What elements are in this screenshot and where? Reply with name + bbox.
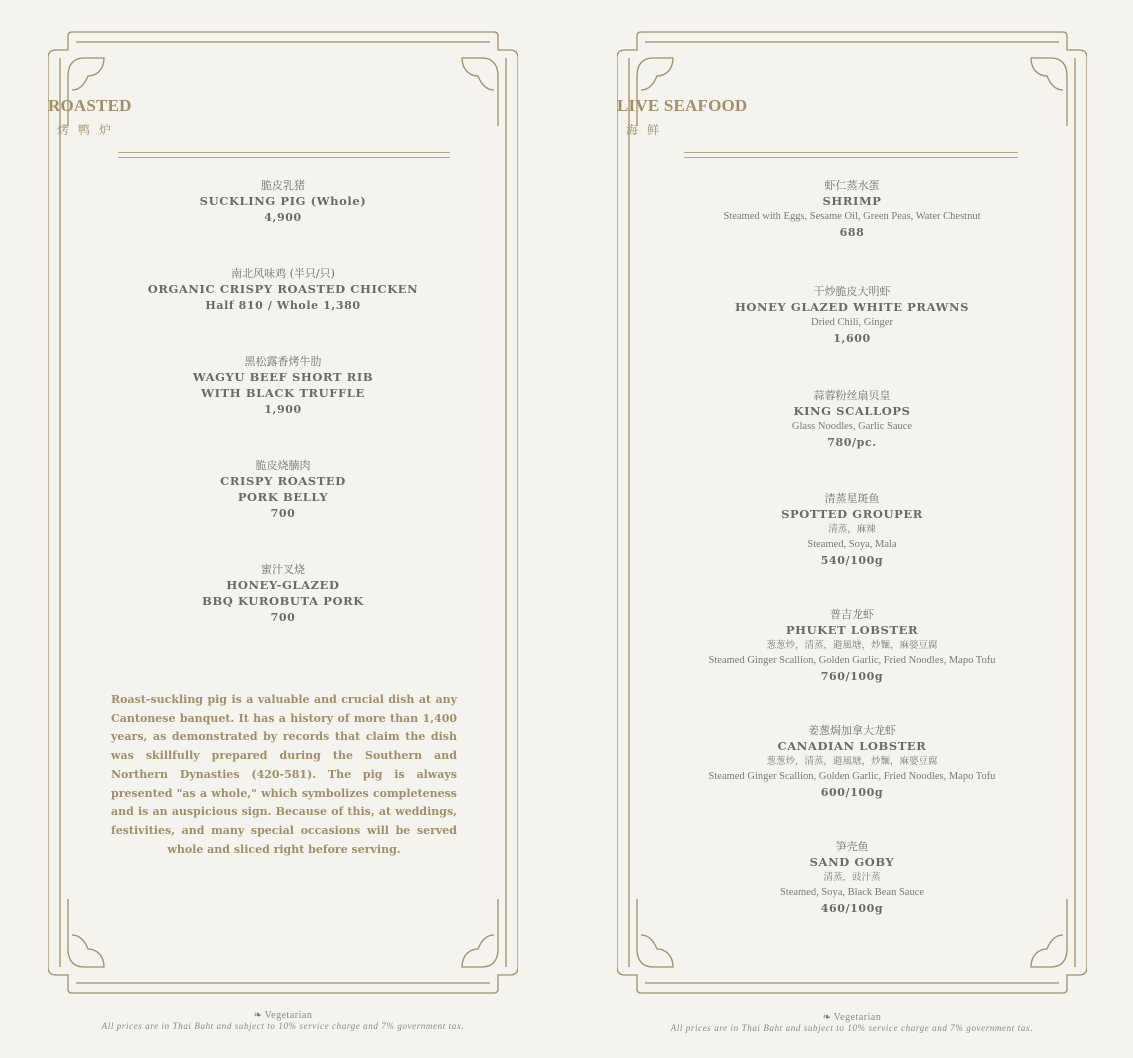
item-price: 700 (270, 507, 296, 520)
item-name-chinese: 清蒸星斑鱼 (824, 492, 880, 505)
vegetarian-label: Vegetarian (264, 1010, 313, 1021)
item-description: Steamed, Soya, Mala (807, 539, 897, 550)
vegetarian-label: Vegetarian (833, 1012, 882, 1023)
item-name: KING SCALLOPS (793, 404, 911, 418)
menu-item (617, 607, 1087, 685)
item-name: CANADIAN LOBSTER (777, 739, 927, 753)
item-description: Glass Noodles, Garlic Sauce (791, 421, 913, 432)
item-name-chinese: 蜜汁叉烧 (261, 563, 305, 576)
item-description-chinese: 清蒸，麻辣 (828, 524, 876, 535)
menu-item (617, 491, 1087, 569)
corner-scroll (462, 899, 498, 967)
item-name-chinese: 虾仁蒸水蛋 (824, 179, 880, 192)
menu-item (617, 388, 1087, 451)
menu-item (48, 354, 518, 418)
menu-item (48, 266, 518, 314)
corner-scroll (68, 899, 104, 967)
item-price: 4,900 (264, 211, 302, 224)
item-description-chinese: 清蒸，豉汁蒸 (823, 872, 881, 883)
page-subtitle-chinese: 烤鸭炉 (57, 123, 121, 137)
suckling-pig-story: Roast-suckling pig is a valuable and crucial dish at any Cantonese banquet. It has a history of more than 1,400 years, as demonstrated by records that claim the dish was skillfully prepared during the Southern and Northern Dynasties (420-581). The pig is always presented "as a whole," which symbolizes completeness and is an auspicious sign. Because of this, at weddings, festivities, and many special occasions will be served whole and sliced right before serving. (111, 693, 457, 856)
item-description: Steamed Ginger Scallion, Golden Garlic, Fried Noodles, Mapo Tofu (708, 771, 996, 782)
footer (617, 1012, 1087, 1033)
item-name-line-2: BBQ KUROBUTA PORK (202, 594, 364, 608)
item-description-chinese: 葱葱炒，清蒸，避風塘，炒麵，麻婆豆腐 (766, 640, 938, 651)
vegetarian-legend (48, 1010, 518, 1021)
item-name-chinese: 姜葱焗加拿大龙虾 (808, 724, 896, 737)
item-description: Dried Chili, Ginger (811, 317, 893, 328)
price-note: All prices are in Thai Baht and subject to 10% service charge and 7% government tax. (101, 1021, 465, 1031)
item-price: 540/100g (820, 554, 884, 567)
item-name-line-2: PORK BELLY (237, 490, 329, 504)
item-price: 688 (839, 226, 865, 239)
menu-item (48, 178, 518, 226)
item-description-chinese: 葱葱炒，清蒸，避風塘，炒麵，麻婆豆腐 (766, 756, 938, 767)
item-name: SAND GOBY (809, 855, 895, 869)
vegetarian-legend (617, 1012, 1087, 1023)
item-name-chinese: 笋壳鱼 (835, 840, 869, 853)
menu-page-roasted (48, 30, 518, 1031)
page-subtitle-chinese: 海鲜 (626, 123, 669, 137)
item-description: Steamed with Eggs, Sesame Oil, Green Peas, Water Chestnut (723, 211, 981, 222)
page-title: ROASTED (48, 96, 132, 115)
leaf-icon: ❧ (253, 1010, 263, 1021)
item-name-chinese: 脆皮乳猪 (261, 179, 305, 192)
item-description: Steamed, Soya, Black Bean Sauce (779, 887, 925, 898)
item-price: 600/100g (820, 786, 884, 799)
item-name-chinese: 黑松露香烤牛肋 (244, 355, 322, 368)
item-price: 780/pc. (827, 436, 877, 449)
item-name: HONEY GLAZED WHITE PRAWNS (734, 300, 970, 314)
page-title: LIVE SEAFOOD (617, 96, 748, 115)
item-name-chinese: 南北风味鸡 (半只/只) (231, 267, 335, 280)
item-description: Steamed Ginger Scallion, Golden Garlic, Fried Noodles, Mapo Tofu (708, 655, 996, 666)
item-price: Half 810 / Whole 1,380 (205, 299, 361, 312)
menu-item (617, 839, 1087, 917)
item-price: 1,600 (833, 332, 871, 345)
item-name-chinese: 干炒脆皮大明虾 (813, 285, 891, 298)
title-divider (118, 152, 450, 158)
menu-item (617, 284, 1087, 347)
title-divider (684, 152, 1018, 158)
menu-item (48, 458, 518, 522)
leaf-icon: ❧ (822, 1012, 832, 1023)
menu-item (48, 562, 518, 626)
item-price: 1,900 (264, 403, 302, 416)
item-name: ORGANIC CRISPY ROASTED CHICKEN (147, 282, 419, 296)
item-price: 760/100g (820, 670, 884, 683)
menu-item (617, 723, 1087, 801)
footer (48, 1010, 518, 1031)
menu-item (617, 178, 1087, 241)
item-name: WAGYU BEEF SHORT RIB (192, 370, 374, 384)
item-name: SPOTTED GROUPER (781, 507, 923, 521)
item-price: 700 (270, 611, 296, 624)
item-name-line-2: WITH BLACK TRUFFLE (201, 386, 365, 400)
price-note: All prices are in Thai Baht and subject to 10% service charge and 7% government tax. (670, 1023, 1034, 1033)
menu-page-live-seafood (617, 30, 1087, 1033)
item-name-chinese: 脆皮烧腩肉 (255, 459, 311, 472)
item-name: CRISPY ROASTED (220, 474, 346, 488)
item-name: HONEY-GLAZED (226, 578, 340, 592)
item-price: 460/100g (820, 902, 884, 915)
item-name: SUCKLING PIG (Whole) (199, 194, 367, 208)
item-name: PHUKET LOBSTER (785, 623, 919, 637)
item-name-chinese: 普吉龙虾 (830, 608, 874, 621)
item-name: SHRIMP (822, 194, 882, 208)
item-name-chinese: 蒜蓉粉丝扇贝皇 (813, 389, 891, 402)
